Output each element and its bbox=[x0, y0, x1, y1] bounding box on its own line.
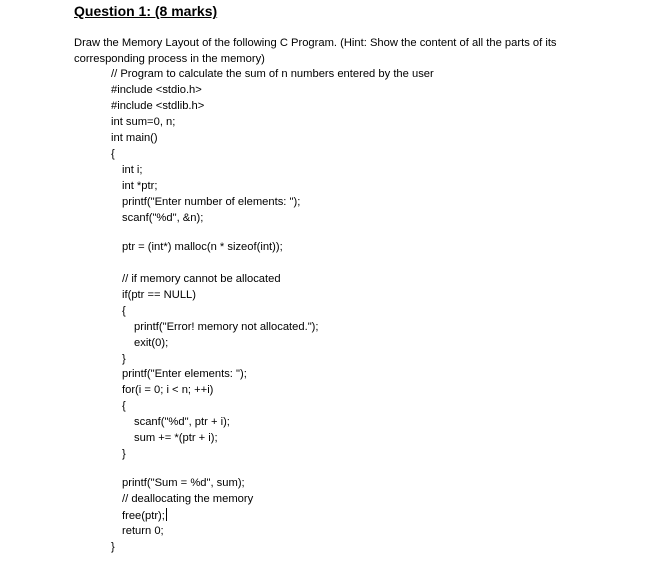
code-line-brace-open-for: { bbox=[122, 400, 126, 412]
code-line-scanf-ptr: scanf("%d", ptr + i); bbox=[134, 416, 230, 428]
code-line-brace-close-main: } bbox=[111, 541, 115, 553]
code-line-return: return 0; bbox=[122, 525, 164, 537]
question-heading: Question 1: (8 marks) bbox=[74, 3, 218, 19]
code-line-printf-sum: printf("Sum = %d", sum); bbox=[122, 477, 245, 489]
code-line-include-stdlib: #include <stdlib.h> bbox=[111, 100, 205, 112]
instruction-line-2: corresponding process in the memory) bbox=[74, 53, 265, 65]
code-line-free: free(ptr); bbox=[122, 510, 165, 522]
text-cursor bbox=[166, 508, 167, 521]
instruction-line-1: Draw the Memory Layout of the following C Program. (Hint: Show the content of all the parts of its bbox=[74, 37, 557, 49]
code-line-comment-dealloc: // deallocating the memory bbox=[122, 493, 254, 505]
code-line-if-null: if(ptr == NULL) bbox=[122, 289, 196, 301]
code-line-for-loop: for(i = 0; i < n; ++i) bbox=[122, 384, 214, 396]
code-line-include-stdio: #include <stdio.h> bbox=[111, 84, 202, 96]
code-line-comment-alloc: // if memory cannot be allocated bbox=[122, 273, 281, 285]
code-line-printf-elements: printf("Enter number of elements: "); bbox=[122, 196, 301, 208]
code-line-int-ptr: int *ptr; bbox=[122, 180, 158, 192]
code-line-printf-error: printf("Error! memory not allocated."); bbox=[134, 321, 319, 333]
code-line-brace-open-if: { bbox=[122, 305, 126, 317]
code-line-malloc: ptr = (int*) malloc(n * sizeof(int)); bbox=[122, 241, 283, 253]
code-line-global-vars: int sum=0, n; bbox=[111, 116, 176, 128]
code-line-scanf-n: scanf("%d", &n); bbox=[122, 212, 204, 224]
code-line-free-row bbox=[122, 508, 167, 523]
code-line-comment-program: // Program to calculate the sum of n numbers entered by the user bbox=[111, 68, 434, 80]
code-line-main: int main() bbox=[111, 132, 158, 144]
code-line-exit: exit(0); bbox=[134, 337, 169, 349]
code-line-brace-close-if: } bbox=[122, 353, 126, 365]
code-line-brace-close-for: } bbox=[122, 448, 126, 460]
code-line-brace-open-main: { bbox=[111, 148, 115, 160]
code-line-printf-enter: printf("Enter elements: "); bbox=[122, 368, 247, 380]
code-line-int-i: int i; bbox=[122, 164, 143, 176]
code-line-sum-add: sum += *(ptr + i); bbox=[134, 432, 218, 444]
